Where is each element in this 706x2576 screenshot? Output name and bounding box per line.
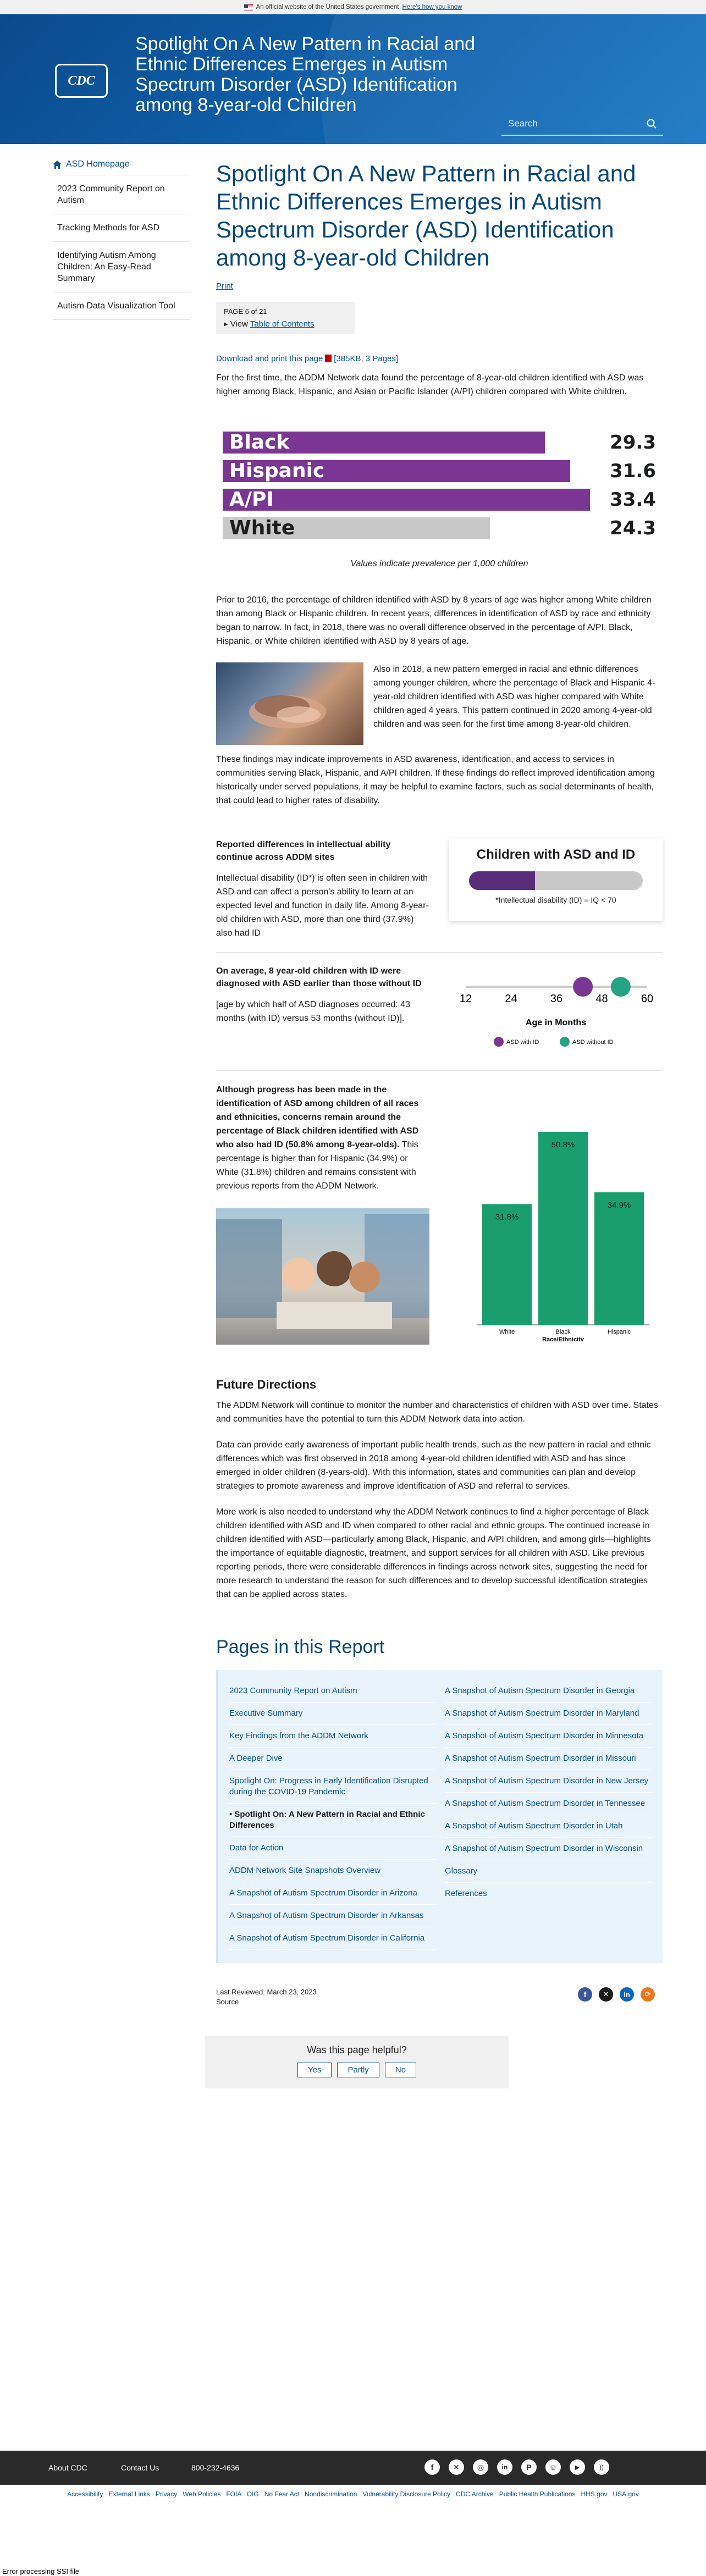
age-tick: 12 <box>459 993 472 1005</box>
gov-banner-link[interactable]: Here's how you know <box>402 4 462 10</box>
legend-with-id-swatch <box>494 1037 504 1047</box>
report-page-link[interactable]: A Snapshot of Autism Spectrum Disorder in Wisconsin <box>445 1838 652 1860</box>
report-page-link[interactable]: A Deeper Dive <box>229 1748 436 1770</box>
race-axis-label: Race/Ethnicity <box>542 1336 584 1341</box>
future-heading: Future Directions <box>216 1378 317 1391</box>
page-navigator <box>216 302 355 334</box>
print-link[interactable]: Print <box>216 281 233 291</box>
page-meta <box>216 1987 663 2007</box>
future-p2: Data can provide early awareness of important public health trends, such as the new pattern in racial and ethnic differences which was first observed in 2018 among 4-year-old children identified with ASD and has since emerged in older children (8-years-old). With this information, states and communities can plan and develop strategies to promote awareness and improve identification of ASD and referral to services. <box>216 1440 651 1491</box>
age-point-without-id <box>611 977 631 997</box>
race-bar-white <box>482 1204 532 1325</box>
paragraph-prior-2016: Prior to 2016, the percentage of children identified with ASD by 8 years of age was higher among White children than among Black or Hispanic children. In recent years, differences in identification of ASD by race and ethnicity began to narrow. In fact, in 2018, there was no overall difference observed in the percentage of A/PI, Black, Hispanic, or White children identified with ASD by 8 years of age. <box>216 595 652 646</box>
bar-row <box>223 428 656 457</box>
id-text: Intellectual disability (ID*) is often seen in children with ASD and can affect a person's ability to learn at an expected level and function in daily life. Among 8-year-old children with ASD, more than one third (37.9%) also had ID <box>216 874 429 938</box>
linkedin-icon[interactable]: in <box>620 1987 634 2002</box>
toc-view: View <box>230 319 248 329</box>
id-progress-track <box>469 871 643 890</box>
race-bar-label: 31.8% <box>495 1212 519 1222</box>
report-page-link[interactable]: Spotlight On: Progress in Early Identification Disrupted during the COVID-19 Pandemic <box>229 1770 436 1804</box>
age-tick: 24 <box>505 993 517 1005</box>
id-card-note: *Intellectual disability (ID) = IQ < 70 <box>495 895 616 904</box>
age-tick: 48 <box>595 993 608 1005</box>
header-title: Spotlight On A New Pattern in Racial and Ethnic Differences Emerges in Autism Spectrum Disorder (ASD) Identification among 8-year-old Children <box>135 34 476 115</box>
report-page-link[interactable]: 2023 Community Report on Autism <box>229 1680 436 1702</box>
id-card-title: Children with ASD and ID <box>476 847 636 862</box>
bar-black: Black <box>223 432 545 454</box>
footer-youtube-icon[interactable]: ▶ <box>570 2459 585 2475</box>
report-page-link[interactable]: A Snapshot of Autism Spectrum Disorder in Maryland <box>445 1702 652 1725</box>
footer-contact[interactable]: Contact Us <box>121 2463 159 2472</box>
progress-heading: Although progress has been made in the identification of ASD among children of all races and ethnicities, concerns remain around the percentage of Black children identified with ASD who also had ID (50.8% among 8-year-olds). <box>216 1085 419 1149</box>
bar-row <box>223 485 656 514</box>
source-link[interactable]: Source <box>216 1998 239 2006</box>
race-tick: White <box>499 1329 515 1335</box>
search-icon[interactable] <box>647 119 657 129</box>
bar-value: 24.3 <box>610 517 656 539</box>
sidebar-item-tracking-methods[interactable]: Tracking Methods for ASD <box>53 214 190 242</box>
report-page-link[interactable]: A Snapshot of Autism Spectrum Disorder in California <box>229 1927 436 1950</box>
report-page-link[interactable]: ADDM Network Site Snapshots Overview <box>229 1860 436 1882</box>
gov-banner-text: An official website of the United States government <box>256 4 399 10</box>
download-row <box>216 354 663 363</box>
race-bar-hispanic <box>594 1192 644 1325</box>
bar-chart-note: Values indicate prevalence per 1,000 children <box>350 559 528 568</box>
pages-heading: Pages in this Report <box>216 1637 385 1657</box>
report-page-link[interactable]: Data for Action <box>229 1837 436 1860</box>
site-header <box>0 14 706 144</box>
footer-about[interactable]: About CDC <box>48 2463 87 2472</box>
id-progress-fill <box>469 871 535 890</box>
bar-api: A/PI <box>223 489 590 511</box>
bar-hispanic: Hispanic <box>223 460 570 482</box>
race-id-bar-chart <box>449 1083 663 1341</box>
feedback-question: Was this page helpful? <box>307 2044 407 2055</box>
pages-list <box>216 1670 663 1963</box>
page-of: PAGE 6 of 21 <box>224 307 267 316</box>
feedback-no-button[interactable]: No <box>385 2063 416 2077</box>
future-p3: More work is also needed to understand why the ADDM Network continues to find a higher percentage of Black children identified with ASD and ID when compared to other racial and ethnic groups. The continued increase in children identified with ASD—particularly among Black, Hispanic, and A/PI children, and among girls—highlights the importance of equitable diagnostic, treatment, and support services for all children with ASD. Like previous reporting periods, there were considerable differences in findings across network sites, suggesting the need for more research to understand the reason for such differences and to develop successful identification strategies that can be applied across states. <box>216 1507 651 1599</box>
bar-value: 33.4 <box>610 489 656 511</box>
progress-text: This percentage is higher than for Hispanic (34.9%) or White (31.8%) children and remains consistent with previous reports from the ADDM Network. <box>216 1140 418 1191</box>
toc-link[interactable]: Table of Contents <box>250 319 315 329</box>
footer-snapchat-icon[interactable]: ☺ <box>545 2459 561 2475</box>
footer-links[interactable]: Accessibility External Links Privacy Web Policies FOIA OIG No Fear Act Nondiscrimination Vulnerability Disclosure Policy CDC Archive Public Health Publications HHS.gov USA.gov <box>67 2490 639 2498</box>
race-bar-label: 34.9% <box>607 1200 631 1210</box>
cdc-logo[interactable]: CDC <box>55 64 108 98</box>
age-tick: 60 <box>641 993 654 1005</box>
footer-rss-icon[interactable]: )) <box>594 2459 609 2475</box>
age-axis-label: Age in Months <box>525 1018 587 1027</box>
progress-section <box>216 1083 663 1345</box>
report-page-link[interactable]: A Snapshot of Autism Spectrum Disorder in Arizona <box>229 1882 436 1905</box>
legend-without-id-swatch <box>560 1037 570 1047</box>
sidebar-home[interactable] <box>53 156 190 175</box>
footer-phone[interactable]: 800-232-4636 <box>191 2463 240 2472</box>
report-page-link[interactable]: Key Findings from the ADDM Network <box>229 1725 436 1748</box>
footer-linkedin-icon[interactable]: in <box>497 2459 512 2475</box>
intro-paragraph: For the first time, the ADDM Network data found the percentage of 8-year-old children identified with ASD was higher among Black, Hispanic, and Asian or Pacific Islander (A/PI) children compared with White children. <box>216 373 644 396</box>
us-flag-icon <box>244 4 253 10</box>
feedback-yes-button[interactable]: Yes <box>297 2063 332 2077</box>
hands-section <box>216 662 663 745</box>
sidebar-item-data-viz[interactable]: Autism Data Visualization Tool <box>53 292 190 320</box>
search-placeholder: Search <box>508 118 538 129</box>
age-timeline-chart <box>449 965 663 1058</box>
footer-pinterest-icon[interactable]: P <box>521 2459 537 2475</box>
legend-with-id: ASD with ID <box>506 1039 539 1046</box>
report-page-link[interactable]: A Snapshot of Autism Spectrum Disorder in New Jersey <box>445 1770 652 1793</box>
id-section <box>216 838 663 940</box>
sidebar <box>53 156 190 320</box>
feedback-box <box>205 2036 509 2088</box>
search-input[interactable] <box>501 113 663 136</box>
footer-bar <box>0 2451 706 2485</box>
race-tick: Hispanic <box>607 1329 631 1335</box>
download-meta: [385KB, 3 Pages] <box>334 354 399 363</box>
report-page-link[interactable]: • Spotlight On: A New Pattern in Racial and Ethnic Differences <box>229 1804 436 1837</box>
legend-without-id: ASD without ID <box>572 1039 614 1046</box>
report-page-link[interactable]: A Snapshot of Autism Spectrum Disorder in Utah <box>445 1815 652 1838</box>
age-text: [age by which half of ASD diagnoses occurred: 43 months (with ID) versus 53 months (without ID)]. <box>216 1000 411 1023</box>
facebook-icon[interactable]: f <box>578 1987 592 2002</box>
future-p1: The ADDM Network will continue to monitor the number and characteristics of children with ASD over time. States and communities have the potential to turn this ADDM Network data into action. <box>216 1401 658 1424</box>
race-tick: Black <box>555 1329 571 1335</box>
report-page-link[interactable]: A Snapshot of Autism Spectrum Disorder in Minnesota <box>445 1725 652 1748</box>
age-point-with-id <box>573 977 593 997</box>
feedback-partly-button[interactable]: Partly <box>337 2063 379 2077</box>
age-section <box>216 965 663 1058</box>
report-page-link[interactable]: A Snapshot of Autism Spectrum Disorder in Missouri <box>445 1748 652 1770</box>
ssi-error: Error processing SSI file <box>2 2567 80 2575</box>
hands-photo <box>216 662 363 745</box>
race-bar-black <box>538 1132 588 1325</box>
report-page-link[interactable]: References <box>445 1883 652 1905</box>
bar-row <box>223 457 656 485</box>
age-heading: On average, 8 year-old children with ID were diagnosed with ASD earlier than those without ID <box>216 966 422 988</box>
main-content <box>216 156 663 2088</box>
syndicate-icon[interactable]: ⟳ <box>641 1987 655 2002</box>
toc-toggle[interactable]: ▸ View Table of Contents <box>224 319 315 329</box>
divider <box>216 952 663 953</box>
last-reviewed: Last Reviewed: March 23, 2023 <box>216 1988 317 1996</box>
id-card <box>449 838 663 921</box>
paragraph-2018-pattern: Also in 2018, a new pattern emerged in racial and ethnic differences among younger children, where the percentage of Black and Hispanic 4-year-old children identified with ASD was higher compared with White children aged 4 years. This pattern continued in 2020 among 4-year-old children and was seen for the first time among 8-year-old children. <box>373 665 655 729</box>
bar-white: White <box>223 517 490 539</box>
children-reading-photo <box>216 1208 429 1345</box>
sidebar-item-community-report[interactable]: 2023 Community Report on Autism <box>53 175 190 214</box>
report-page-link[interactable]: A Snapshot of Autism Spectrum Disorder in Arkansas <box>229 1905 436 1927</box>
download-link[interactable]: Download and print this page <box>216 354 323 363</box>
paragraph-findings: These findings may indicate improvements in ASD awareness, identification, and access to services in communities serving Black, Hispanic, and A/PI children. If these findings do reflect improved identification among historically under served populations, it may be helpful to examine factors, such as social determinants of health, that could lead to higher rates of disability. <box>216 755 655 805</box>
footer-x-icon[interactable]: ✕ <box>449 2459 464 2475</box>
race-bar-label: 50.8% <box>551 1140 575 1150</box>
bar-value: 31.6 <box>610 460 656 482</box>
x-icon[interactable]: ✕ <box>599 1987 613 2002</box>
pdf-icon <box>325 355 332 362</box>
prevalence-bar-chart <box>216 428 663 543</box>
age-tick: 36 <box>550 993 563 1005</box>
bar-row <box>223 514 656 543</box>
gov-banner <box>0 0 706 14</box>
sidebar-item-easy-read[interactable]: Identifying Autism Among Children: An Easy-Read Summary <box>53 242 190 292</box>
footer-instagram-icon[interactable]: ◎ <box>473 2459 488 2475</box>
bar-value: 29.3 <box>610 432 656 454</box>
home-icon <box>53 161 62 169</box>
report-page-link[interactable]: A Snapshot of Autism Spectrum Disorder in Georgia <box>445 1680 652 1702</box>
sidebar-home-label: ASD Homepage <box>66 159 130 169</box>
page-title: Spotlight On A New Pattern in Racial and Ethnic Differences Emerges in Autism Spectrum Disorder (ASD) Identification among 8-year-old Children <box>216 161 636 270</box>
report-page-link[interactable]: A Snapshot of Autism Spectrum Disorder in Tennessee <box>445 1793 652 1815</box>
report-page-link[interactable]: Glossary <box>445 1860 652 1883</box>
report-page-link[interactable]: Executive Summary <box>229 1702 436 1725</box>
divider <box>216 1070 663 1071</box>
id-heading: Reported differences in intellectual ability continue across ADDM sites <box>216 840 391 862</box>
footer-facebook-icon[interactable]: f <box>424 2459 440 2475</box>
